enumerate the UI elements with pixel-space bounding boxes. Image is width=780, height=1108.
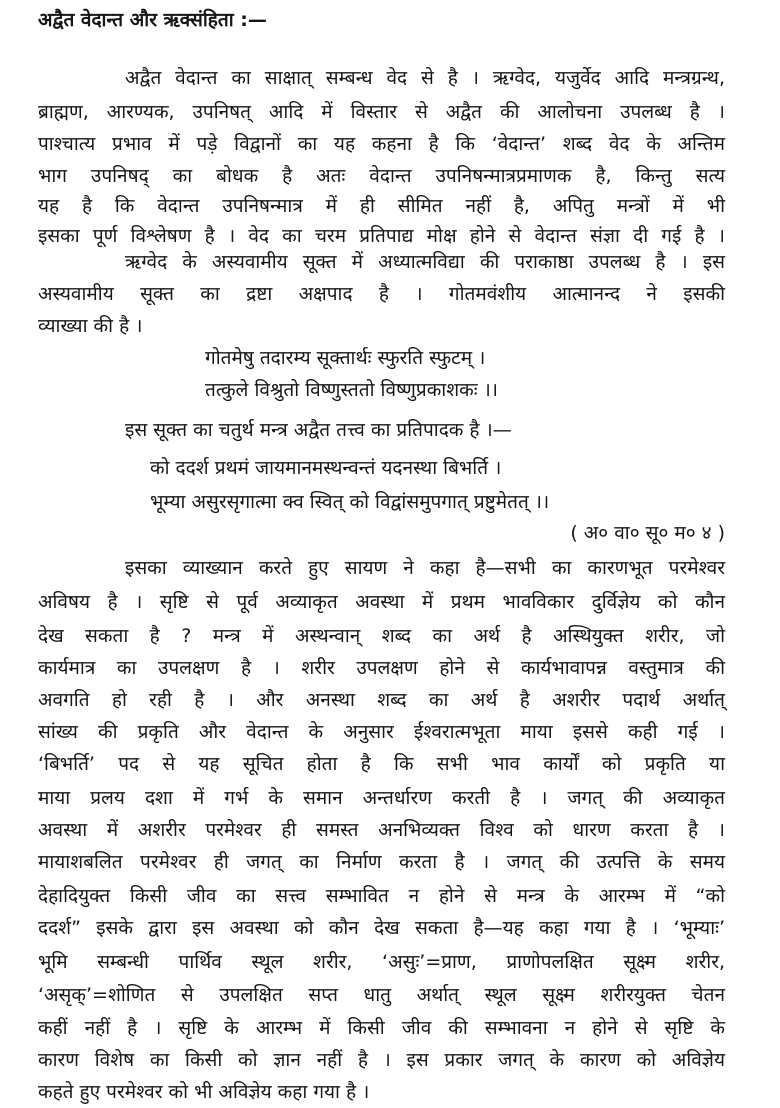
- text-line: मायाशबलित परमेश्वर ही जगत् का निर्माण करता है । जगत् की उत्पत्ति के समय: [38, 851, 725, 873]
- text-line: अवस्था में अशरीर परमेश्वर ही समस्त अनभिव्यक्त विश्व को धारण करता है ।: [38, 819, 725, 841]
- verse-line: को ददर्श प्रथमं जायमानमस्थन्वन्तं यदनस्था बिभर्ति ।: [150, 457, 502, 479]
- text-line: ‘बिभर्ति’ पद से यह सूचित होता है कि सभी भाव कार्यों को प्रकृति या: [38, 753, 725, 775]
- text-line: कहते हुए परमेश्वर को भी अविज्ञेय कहा गया है ।: [38, 1081, 370, 1103]
- verse-line: गोतमेषु तदारम्य सूक्तार्थः स्फुरति स्फुटम् ।: [205, 347, 486, 369]
- text-line: अस्यवामीय सूक्त का द्रष्टा अक्षपाद है । गोतमवंशीय आत्मानन्द ने इसकी: [38, 283, 725, 305]
- section-heading: अद्वैत वेदान्त और ऋक्संहिता :—: [38, 9, 267, 31]
- text-line: अवगति हो रही है । और अनस्था शब्द का अर्थ है अशरीर पदार्थ अर्थात्: [38, 689, 725, 711]
- text-line: पाश्चात्य प्रभाव में पड़े विद्वानों का यह कहना है कि ‘वेदान्त’ शब्द वेद के अन्तिम: [38, 133, 725, 155]
- text-line: व्याख्या की है ।: [38, 315, 143, 337]
- verse-line: भूम्या असुरसृगात्मा क्व स्वित् को विद्वांसमुपगात् प्रष्टुमेतत् ।।: [150, 491, 550, 513]
- text-line: ब्राह्मण, आरण्यक, उपनिषत् आदि में विस्तार से अद्वैत की आलोचना उपलब्ध है ।: [38, 101, 725, 123]
- text-line: ददर्श” इसके द्वारा इस अवस्था को कौन देख सकता है—यह कहा गया है । ‘भूम्याः’: [38, 917, 725, 939]
- text-line: इस सूक्त का चतुर्थ मन्त्र अद्वैत तत्त्व का प्रतिपादक है ।—: [125, 419, 512, 441]
- text-line: भूमि सम्बन्धी पार्थिव स्थूल शरीर, ‘असुः’=प्राण, प्राणोपलक्षित सूक्ष्म शरीर,: [38, 951, 725, 973]
- text-line: इसका व्याख्यान करते हुए सायण ने कहा है—सभी का कारणभूत परमेश्वर: [125, 557, 725, 579]
- citation-reference: ( अ० वा० सू० म० ४ ): [570, 522, 725, 544]
- text-line: ‘असृक्’=शोणित से उपलक्षित सप्त धातु अर्थात् स्थूल सूक्ष्म शरीरयुक्त चेतन: [38, 984, 725, 1006]
- text-line: अद्वैत वेदान्त का साक्षात् सम्बन्ध वेद से है । ऋग्वेद, यजुर्वेद आदि मन्त्रग्रन्थ,: [125, 67, 725, 89]
- text-line: अविषय है । सृष्टि से पूर्व अव्याकृत अवस्था में प्रथम भावविकार दुर्विज्ञेय को कौन: [38, 591, 725, 613]
- text-line: इसका पूर्ण विश्लेषण है । वेद का चरम प्रतिपाद्य मोक्ष होने से वेदान्त संज्ञा दी गई है ।: [38, 225, 725, 247]
- verse-line: तत्कुले विश्रुतो विष्णुस्ततो विष्णुप्रकाशकः ।।: [205, 379, 499, 401]
- text-line: कार्यमात्र का उपलक्षण है । शरीर उपलक्षण होने से कार्यभावापन्न वस्तुमात्र की: [38, 657, 725, 679]
- text-line: देख सकता है ? मन्त्र में अस्थन्वान् शब्द का अर्थ है अस्थियुक्त शरीर, जो: [38, 625, 725, 647]
- text-line: भाग उपनिषद् का बोधक है अतः वेदान्त उपनिषन्मात्रप्रमाणक है, किन्तु सत्य: [38, 165, 725, 187]
- text-line: ऋग्वेद के अस्यवामीय सूक्त में अध्यात्मविद्या की पराकाष्ठा उपलब्ध है । इस: [125, 251, 725, 273]
- text-line: सांख्य की प्रकृति और वेदान्त के अनुसार ईश्वरात्मभूता माया इससे कही गई ।: [38, 721, 725, 743]
- text-line: माया प्रलय दशा में गर्भ के समान अन्तर्धारण करती है । जगत् की अव्याकृत: [38, 787, 725, 809]
- text-line: कहीं नहीं है । सृष्टि के आरम्भ में किसी जीव की सम्भावना न होने से सृष्टि के: [38, 1017, 725, 1039]
- text-line: कारण विशेष का किसी को ज्ञान नहीं है । इस प्रकार जगत् के कारण को अविज्ञेय: [38, 1049, 725, 1071]
- text-line: यह है कि वेदान्त उपनिषन्मात्र में ही सीमित नहीं है, अपितु मन्त्रों में भी: [38, 195, 725, 217]
- text-line: देहादियुक्त किसी जीव का सत्त्व सम्भावित न होने से मन्त्र के आरम्भ में “को: [38, 885, 725, 907]
